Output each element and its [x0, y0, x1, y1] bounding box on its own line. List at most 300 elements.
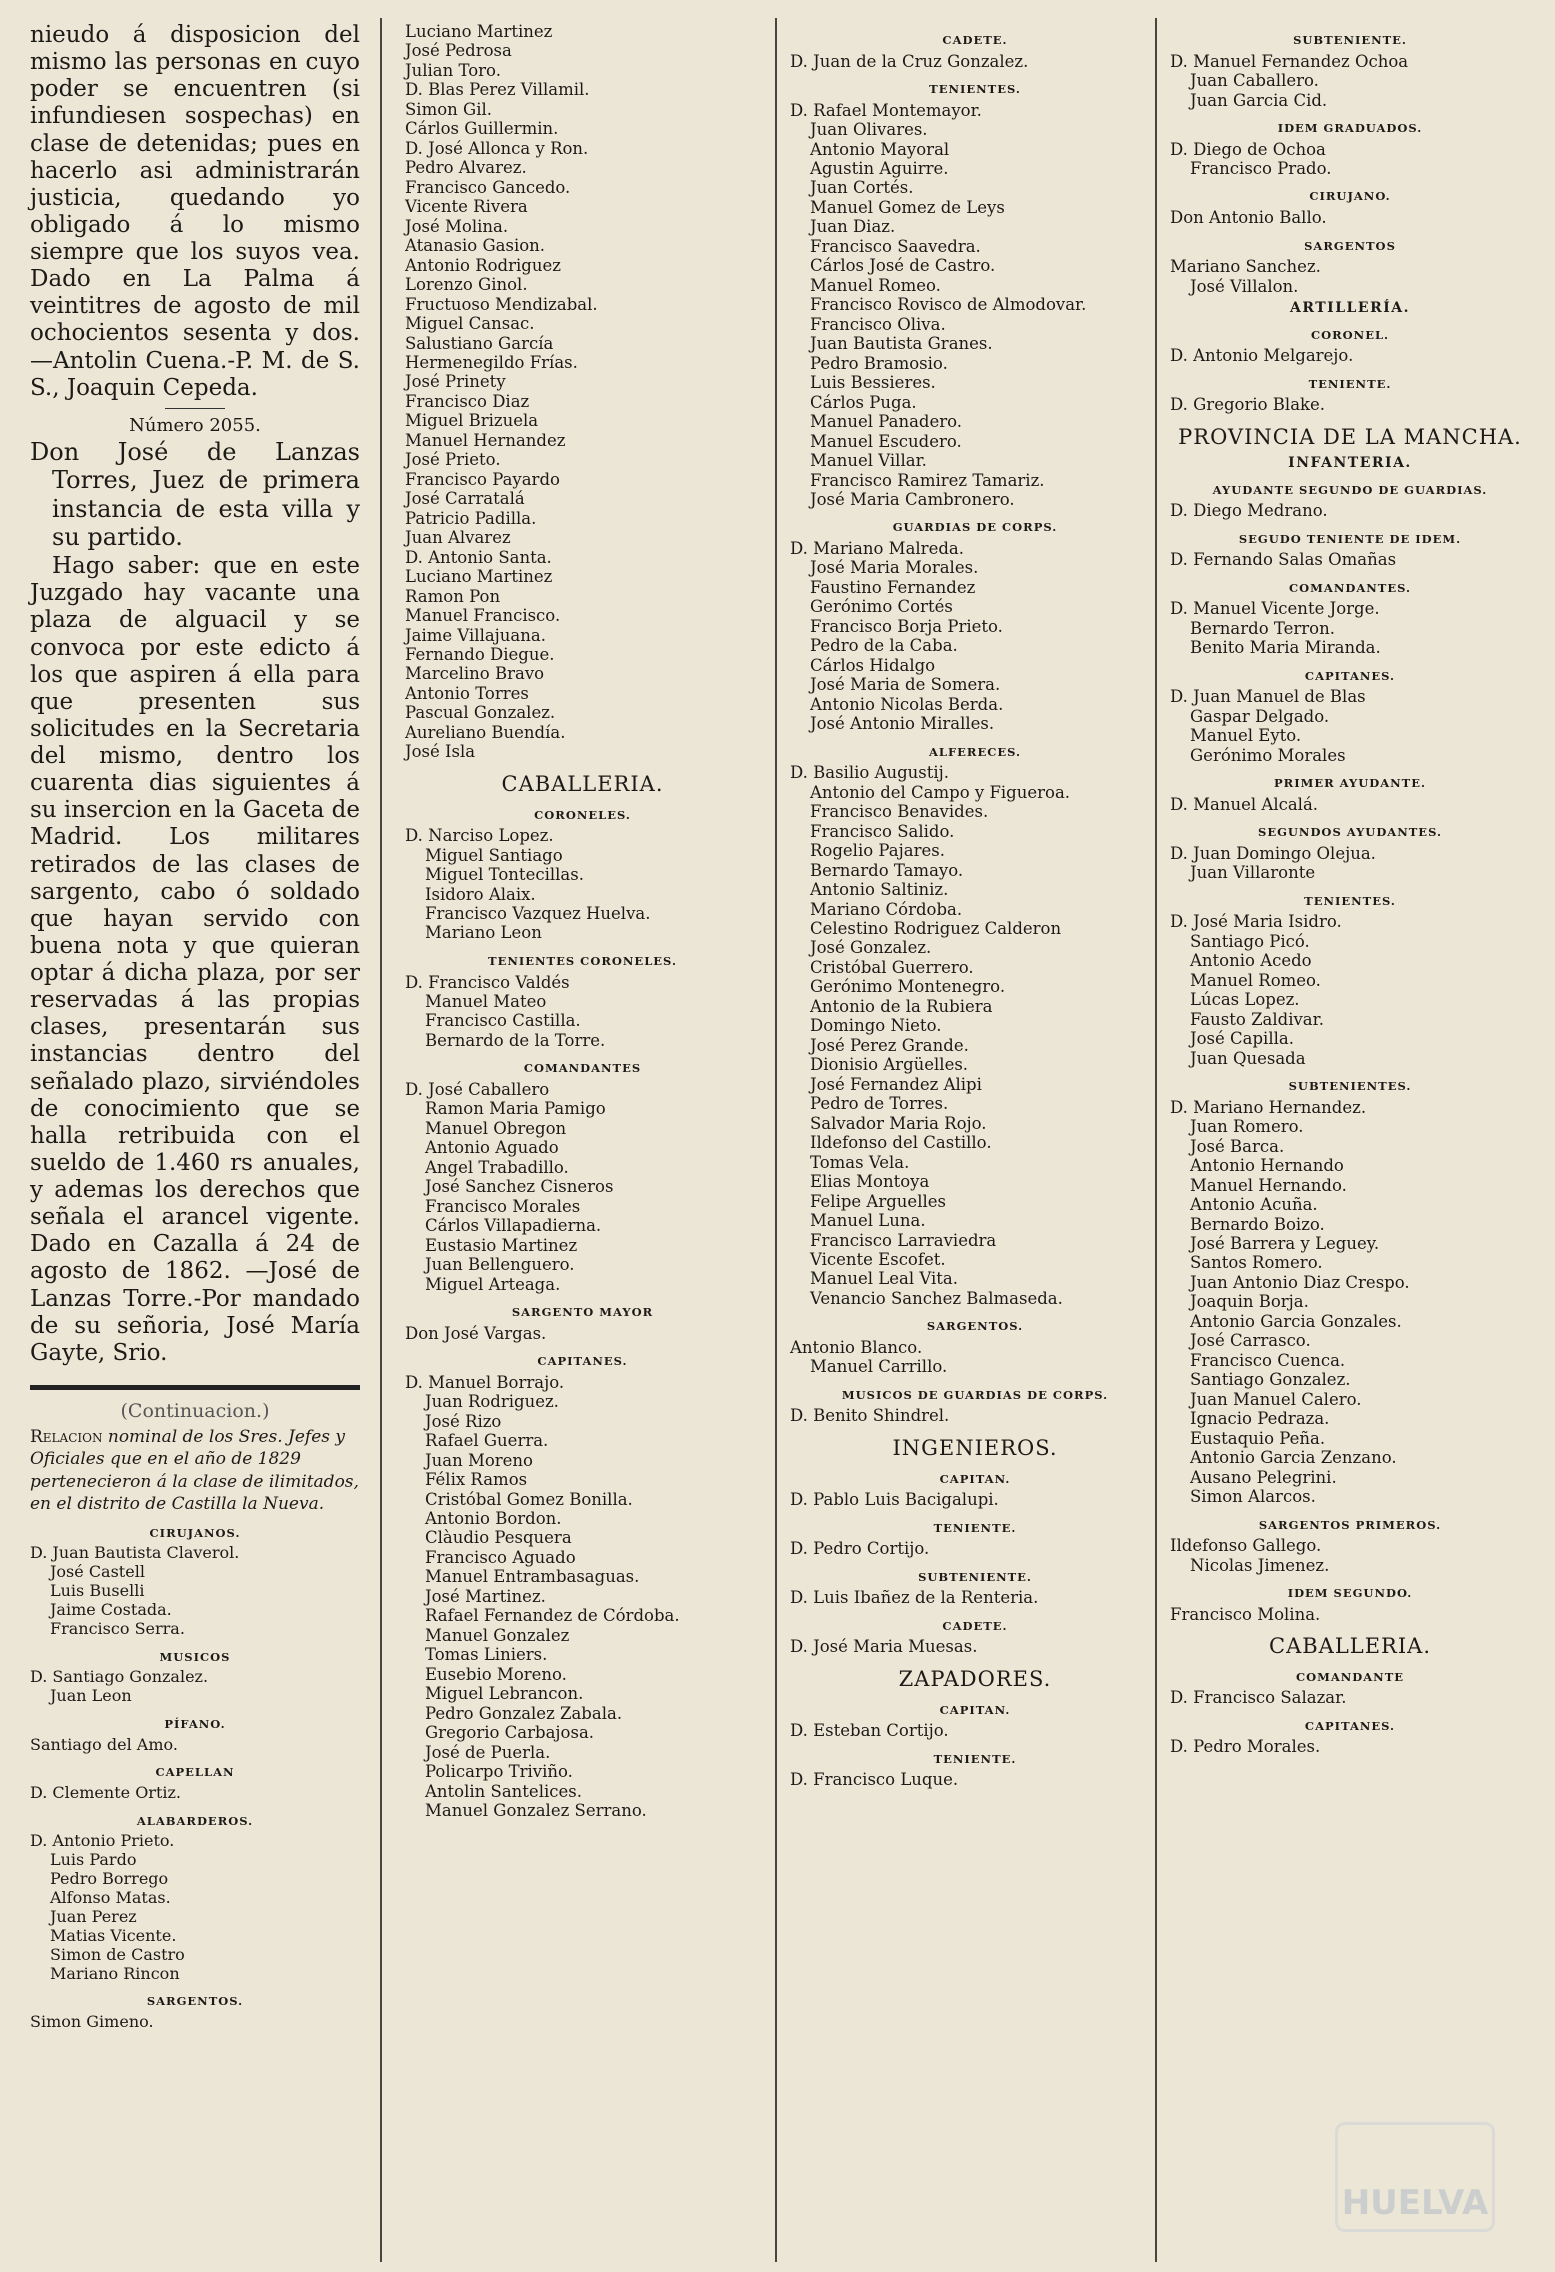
person-name: Antonio Garcia Zenzano.	[1190, 1448, 1397, 1468]
person-name: D. Basilio Augustij.	[790, 763, 950, 783]
section-divider	[30, 1385, 360, 1390]
person-name: D. Francisco Valdés	[405, 972, 570, 992]
person-name: Antonio Aguado	[425, 1138, 559, 1158]
person-name: Domingo Nieto.	[810, 1016, 942, 1036]
relacion-text: nominal de los Sres. Jefes y Oficiales que en el año de 1829 pertenecieron á la clase de ilimitados, en el distrito de Castilla la Nueva.	[30, 1427, 359, 1514]
person-name: Ildefonso Gallego.	[1170, 1536, 1322, 1556]
person-name: Pedro Gonzalez Zabala.	[425, 1703, 623, 1723]
person-name: D. Manuel Borrajo.	[405, 1372, 565, 1392]
rank-heading: PÍFANO.	[164, 1717, 226, 1732]
person-name: Antonio Torres	[405, 683, 529, 703]
rank-heading: SARGENTO MAYOR	[511, 1305, 654, 1320]
person-name: Luis Pardo	[50, 1850, 137, 1870]
rank-heading: CORONEL.	[1310, 327, 1390, 342]
column-rule	[775, 18, 777, 2262]
rank-heading: CADETE.	[942, 33, 1008, 47]
rank-heading: CAPITAN.	[939, 1702, 1011, 1717]
person-name: Francisco Oliva.	[810, 314, 946, 334]
rank-heading: CIRUJANO.	[1309, 189, 1391, 204]
section-heading: INFANTERIA.	[1288, 455, 1412, 472]
person-name: D. Juan de la Cruz Gonzalez.	[790, 51, 1029, 71]
person-name: Manuel Francisco.	[405, 606, 561, 626]
person-name: Antonio Bordon.	[425, 1508, 562, 1528]
person-name: Cárlos Hidalgo	[810, 655, 936, 675]
person-name: D. Francisco Luque.	[790, 1770, 959, 1790]
person-name: Manuel Escudero.	[810, 431, 962, 451]
person-name: Ausano Pelegrini.	[1190, 1467, 1337, 1487]
notice-heading: Don José de Lanzas Torres, Juez de primera instancia de esta villa y su partido.	[30, 437, 360, 551]
rank-heading: CIRUJANOS.	[149, 1525, 241, 1540]
separator	[165, 408, 225, 409]
person-name: D. José Maria Muesas.	[790, 1637, 978, 1657]
person-name: D. Antonio Melgarejo.	[1170, 346, 1354, 366]
person-name: Francisco Aguado	[425, 1547, 576, 1567]
person-name: José Maria de Somera.	[810, 675, 1001, 695]
rank-heading: CAPITAN.	[939, 1471, 1011, 1486]
rank-heading: SARGENTOS.	[146, 1994, 244, 2009]
rank-heading: SEGUDO TENIENTE DE IDEM.	[1238, 531, 1462, 546]
person-name: Juan Caballero.	[1190, 71, 1319, 91]
person-name: Gregorio Carbajosa.	[425, 1723, 595, 1743]
person-name: Tomas Vela.	[810, 1152, 910, 1172]
person-name: D. Diego de Ochoa	[1170, 139, 1326, 159]
person-name: Clàudio Pesquera	[425, 1528, 572, 1548]
person-name: Gerónimo Cortés	[810, 597, 953, 617]
province-heading: PROVINCIA DE LA MANCHA.	[1178, 424, 1522, 449]
person-name: Nicolas Jimenez.	[1190, 1555, 1330, 1575]
rank-heading: GUARDIAS DE CORPS.	[892, 520, 1058, 535]
person-name: Salvador Maria Rojo.	[810, 1113, 987, 1133]
person-name: Atanasio Gasion.	[405, 236, 546, 256]
rank-list	[1170, 329, 1530, 415]
notice-text: Hago saber: que en este Juzgado hay vacante una plaza de alguacil y se convoca por este edicto á los que aspiren á ella para que presenten sus solicitudes en la Secretaria del mismo, dentro los cuarenta dias siguientes á su insercion en la Gaceta de Madrid. Los militares retirados de las clases de sargento, cabo ó soldado que hayan servido con buena nota y que quieran optar á dicha plaza, por ser reservadas á las propias clases, presentarán sus instancias dentro del señalado plazo, sirviéndoles de conocimiento que se halla retribuida con el sueldo de 1.460 rs anuales, y ademas los derechos que señala el arancel vigente. Dado en Cazalla á 24 de agosto de 1862. —José de Lanzas Torre.-Por mandado de su señoria, José María Gayte, Srio.	[30, 553, 361, 1366]
person-name: Francisco Morales	[425, 1196, 581, 1216]
person-name: Antonio Acuña.	[1190, 1195, 1318, 1215]
person-name: Francisco Larraviedra	[810, 1230, 997, 1250]
person-name: Lúcas Lopez.	[1190, 990, 1300, 1010]
person-name: Antonio Rodriguez	[405, 255, 561, 275]
person-name: Juan Villaronte	[1190, 863, 1316, 883]
person-name: José Carrasco.	[1190, 1331, 1311, 1351]
person-name: Jaime Costada.	[50, 1599, 172, 1619]
person-name: Francisco Benavides.	[810, 802, 989, 822]
rank-heading: TENIENTE.	[933, 1520, 1017, 1535]
person-name: Gerónimo Montenegro.	[810, 977, 1006, 997]
person-name: Juan Antonio Diaz Crespo.	[1190, 1272, 1410, 1292]
person-name: Juan Bellenguero.	[425, 1255, 575, 1275]
person-name: Manuel Gonzalez Serrano.	[425, 1801, 647, 1821]
person-name: Cristóbal Gomez Bonilla.	[425, 1489, 633, 1509]
person-name: Antonio Acedo	[1190, 951, 1312, 971]
rank-heading: TENIENTES.	[1304, 893, 1396, 908]
relacion-lead: Relacion	[30, 1427, 103, 1448]
person-name: Cristóbal Guerrero.	[810, 957, 974, 977]
person-name: Félix Ramos	[425, 1470, 528, 1490]
person-name: Miguel Lebrancon.	[425, 1684, 584, 1704]
person-name: Santiago Gonzalez.	[1190, 1370, 1351, 1390]
person-name: Antonio Nicolas Berda.	[810, 694, 1004, 714]
person-name: D. Juan Manuel de Blas	[1170, 687, 1366, 707]
column-4	[1170, 22, 1530, 1757]
person-name: Lorenzo Ginol.	[405, 275, 528, 295]
person-name: Patricio Padilla.	[405, 508, 537, 528]
rank-heading: COMANDANTE	[1295, 1669, 1405, 1684]
continuation-label: (Continuacion.)	[120, 1399, 270, 1422]
person-name: Dionisio Argüelles.	[810, 1055, 969, 1075]
notice-number: Número 2055.	[129, 414, 261, 436]
person-name: Francisco Saavedra.	[810, 236, 981, 256]
relacion-title	[30, 1426, 360, 1514]
section-heading: CABALLERIA.	[501, 771, 664, 796]
person-name: Juan Quesada	[1190, 1048, 1306, 1068]
rank-list	[790, 1473, 1160, 1657]
person-name: José Castell	[50, 1562, 145, 1582]
person-name: D. Manuel Vicente Jorge.	[1170, 599, 1380, 619]
person-name: Pedro Bramosio.	[810, 353, 948, 373]
person-name: José Maria Morales.	[810, 558, 979, 578]
person-name: D. Fernando Salas Omañas	[1170, 550, 1397, 570]
person-name: Francisco Borja Prieto.	[810, 616, 1003, 636]
person-name: Juan Rodriguez.	[425, 1392, 559, 1412]
rank-list	[790, 1704, 1160, 1790]
person-name: D. Pablo Luis Bacigalupi.	[790, 1490, 999, 1510]
person-name: Manuel Luna.	[810, 1211, 926, 1231]
rank-heading: ALFERECES.	[928, 744, 1022, 759]
person-name: D. Esteban Cortijo.	[790, 1721, 949, 1741]
rank-heading: CAPELLAN	[155, 1765, 235, 1780]
rank-heading: SARGENTOS	[1304, 238, 1396, 253]
column-2	[405, 22, 760, 1820]
person-name: José Rizo	[425, 1411, 502, 1431]
rank-heading: TENIENTE.	[933, 1751, 1017, 1766]
person-name: José Capilla.	[1190, 1029, 1294, 1049]
person-name: Mariano Rincon	[50, 1963, 180, 1983]
person-name: Manuel Eyto.	[1190, 726, 1302, 746]
rank-heading: COMANDANTES	[523, 1061, 642, 1076]
person-name: Manuel Mateo	[425, 991, 547, 1011]
person-name: Pascual Gonzalez.	[405, 703, 556, 723]
person-name: Juan Olivares.	[810, 120, 928, 140]
rank-heading: TENIENTES.	[929, 82, 1021, 97]
person-name: Antonio Hernando	[1190, 1156, 1344, 1176]
person-name: José Perez Grande.	[810, 1035, 969, 1055]
person-name: Mariano Córdoba.	[810, 899, 963, 919]
rank-list	[1170, 1671, 1530, 1757]
person-name: José Prieto.	[405, 450, 501, 470]
person-name: Don Antonio Ballo.	[1170, 208, 1327, 228]
person-name: Matias Vicente.	[50, 1925, 177, 1945]
person-name: Gaspar Delgado.	[1190, 706, 1330, 726]
person-name: D. Mariano Hernandez.	[1170, 1097, 1367, 1117]
person-name: Pedro Borrego	[50, 1869, 169, 1889]
person-name: Cárlos José de Castro.	[810, 256, 996, 276]
person-name: Antolin Santelices.	[425, 1781, 582, 1801]
person-name: Ramon Maria Pamigo	[425, 1099, 606, 1119]
person-name: Francisco Molina.	[1170, 1604, 1321, 1624]
person-name: José Maria Cambronero.	[810, 489, 1015, 509]
person-name: Juan Cortés.	[810, 178, 914, 198]
person-name: D. Rafael Montemayor.	[790, 100, 982, 120]
person-name: Francisco Ramirez Tamariz.	[810, 470, 1045, 490]
person-name: Francisco Serra.	[50, 1618, 185, 1638]
rank-heading: ALABARDEROS.	[136, 1813, 254, 1828]
person-name: D. Blas Perez Villamil.	[405, 80, 590, 100]
person-name: Miguel Cansac.	[405, 314, 535, 334]
person-name: Tomas Liniers.	[425, 1645, 548, 1665]
person-name: D. Antonio Prieto.	[30, 1831, 175, 1851]
person-name: Juan Romero.	[1190, 1117, 1304, 1137]
person-name: Cárlos Puga.	[810, 392, 917, 412]
person-name: Francisco Cuenca.	[1190, 1350, 1346, 1370]
rank-heading: AYUDANTE SEGUNDO DE GUARDIAS.	[1212, 482, 1488, 497]
person-name: D. Narciso Lopez.	[405, 826, 554, 846]
person-name: Manuel Hernando.	[1190, 1175, 1347, 1195]
rank-heading: SARGENTOS.	[926, 1319, 1024, 1334]
person-name: Manuel Romeo.	[1190, 970, 1321, 990]
rank-heading: CAPITANES.	[537, 1354, 628, 1369]
person-name: Ildefonso del Castillo.	[810, 1133, 992, 1153]
person-name: Luis Bessieres.	[810, 373, 936, 393]
person-name: Eustaquio Peña.	[1190, 1428, 1326, 1448]
person-name: Gerónimo Morales	[1190, 745, 1346, 765]
person-name: Simon de Castro	[50, 1944, 185, 1964]
person-name: José Molina.	[405, 216, 509, 236]
person-name: Manuel Villar.	[810, 451, 927, 471]
person-name: Juan Diaz.	[810, 217, 896, 237]
person-name: Francisco Payardo	[405, 469, 560, 489]
person-name: Alfonso Matas.	[50, 1888, 171, 1908]
person-name: José Pedrosa	[405, 41, 512, 61]
person-name: Bernardo Tamayo.	[810, 860, 964, 880]
rank-heading: SUBTENIENTES.	[1288, 1079, 1412, 1094]
person-name: Manuel Gomez de Leys	[810, 197, 1005, 217]
rank-heading: IDEM GRADUADOS.	[1277, 120, 1423, 135]
person-name: José Barca.	[1190, 1136, 1285, 1156]
person-name: Pedro de Torres.	[810, 1094, 949, 1114]
person-name: Pedro Alvarez.	[405, 158, 527, 178]
person-name: D. Manuel Alcalá.	[1170, 794, 1319, 814]
person-name: Francisco Gancedo.	[405, 177, 571, 197]
column-3	[790, 22, 1160, 1790]
person-name: Juan Garcia Cid.	[1190, 90, 1328, 110]
person-name: Antonio Saltiniz.	[810, 880, 949, 900]
person-name: José Antonio Miralles.	[810, 714, 995, 734]
person-name: D. Manuel Fernandez Ochoa	[1170, 51, 1409, 71]
person-name: D. José Allonca y Ron.	[405, 138, 589, 158]
person-name: Vicente Rivera	[405, 197, 528, 217]
person-name: Marcelino Bravo	[405, 664, 545, 684]
person-name: Don José Vargas.	[405, 1323, 547, 1343]
person-name: Agustin Aguirre.	[810, 159, 949, 178]
person-name: José de Puerla.	[425, 1742, 551, 1762]
person-name: Francisco Diaz	[405, 391, 530, 411]
person-name: Hermenegildo Frías.	[405, 352, 578, 372]
person-name: Cárlos Villapadierna.	[425, 1216, 602, 1236]
person-name: D. Benito Shindrel.	[790, 1406, 950, 1426]
rank-heading: MUSICOS	[159, 1649, 231, 1664]
person-name: Antonio Garcia Gonzales.	[1190, 1311, 1402, 1331]
person-name: Elias Montoya	[810, 1172, 930, 1192]
person-name: José Prinety	[405, 372, 506, 392]
person-name: José Carratalá	[405, 489, 525, 509]
person-name: Miguel Arteaga.	[425, 1274, 561, 1294]
rank-list	[405, 809, 760, 1821]
person-name: Juan Bautista Granes.	[810, 334, 993, 354]
rank-list	[790, 34, 1160, 1426]
person-name: D. José Caballero	[405, 1079, 550, 1099]
person-name: D. Pedro Morales.	[1170, 1737, 1321, 1757]
person-name: Simon Alarcos.	[1190, 1487, 1316, 1507]
person-name: Rafael Fernandez de Córdoba.	[425, 1606, 680, 1626]
person-name: D. José Maria Isidro.	[1170, 912, 1342, 932]
rank-heading: MUSICOS DE GUARDIAS DE CORPS.	[841, 1387, 1109, 1402]
person-name: Simon Gil.	[405, 99, 493, 119]
person-name: Joaquin Borja.	[1190, 1292, 1309, 1312]
person-name: Venancio Sanchez Balmaseda.	[810, 1288, 1063, 1308]
rank-heading: SUBTENIENTE.	[918, 1569, 1032, 1584]
person-name: D. Antonio Santa.	[405, 547, 552, 567]
person-name: Rogelio Pajares.	[810, 841, 945, 861]
person-name: D. Luis Ibañez de la Renteria.	[790, 1588, 1039, 1608]
person-name: D. Juan Bautista Claverol.	[30, 1543, 240, 1563]
person-name: José Barrera y Leguey.	[1190, 1234, 1380, 1254]
person-name: D. Juan Domingo Olejua.	[1170, 843, 1376, 863]
person-name: Ignacio Pedraza.	[1190, 1409, 1330, 1429]
rank-heading: CAPITANES.	[1304, 1718, 1396, 1733]
rank-heading: TENIENTES CORONELES.	[488, 953, 677, 968]
person-name: D. Francisco Salazar.	[1170, 1688, 1347, 1708]
person-name: Santiago Picó.	[1190, 931, 1310, 951]
person-name: Manuel Gonzalez	[425, 1625, 570, 1645]
person-name: Francisco Castilla.	[425, 1011, 581, 1031]
person-name: Manuel Entrambasaguas.	[425, 1567, 640, 1587]
rank-heading: COMANDANTES.	[1289, 580, 1411, 595]
person-name: Santiago del Amo.	[30, 1734, 178, 1754]
person-name: Manuel Obregon	[425, 1118, 567, 1138]
person-name: Juan Alvarez	[405, 528, 511, 548]
person-name: Manuel Leal Vita.	[810, 1269, 958, 1289]
person-name: Luis Buselli	[50, 1581, 145, 1601]
rank-heading: TENIENTE.	[1308, 376, 1392, 391]
person-name: Felipe Arguelles	[810, 1191, 946, 1211]
person-name: Santos Romero.	[1190, 1253, 1323, 1273]
person-name: Antonio de la Rubiera	[810, 996, 993, 1016]
person-name: Fausto Zaldivar.	[1190, 1009, 1324, 1029]
person-name: José Gonzalez.	[810, 938, 932, 958]
rank-heading: CADETE.	[942, 1618, 1008, 1633]
person-name: Francisco Vazquez Huelva.	[425, 904, 651, 924]
person-name: Ramon Pon	[405, 586, 501, 606]
person-name: Manuel Panadero.	[810, 412, 963, 432]
person-name: Antonio Blanco.	[790, 1337, 923, 1357]
person-name: Manuel Hernandez	[405, 430, 566, 450]
person-name: D. Gregorio Blake.	[1170, 395, 1326, 415]
person-name: Luciano Martinez	[405, 567, 553, 587]
person-name: José Villalon.	[1190, 276, 1299, 296]
person-name: José Fernandez Alipi	[810, 1074, 982, 1094]
section-heading: ZAPADORES.	[898, 1666, 1052, 1691]
rank-heading: SUBTENIENTE.	[1293, 33, 1407, 47]
rank-heading: PRIMER AYUDANTE.	[1274, 776, 1426, 791]
person-name: Antonio Mayoral	[810, 139, 950, 159]
rank-heading: CORONELES.	[534, 807, 631, 822]
person-name: Benito Maria Miranda.	[1190, 638, 1381, 658]
person-name: Francisco Rovisco de Almodovar.	[810, 295, 1087, 315]
person-name: Celestino Rodriguez Calderon	[810, 919, 1062, 938]
rank-list	[30, 1527, 360, 2032]
person-name: Antonio del Campo y Figueroa.	[810, 782, 1071, 802]
rank-heading: IDEM SEGUNDO.	[1287, 1586, 1413, 1601]
name-list	[405, 22, 760, 762]
rank-list	[1170, 484, 1530, 1624]
column-1	[30, 22, 360, 2032]
person-name: Policarpo Triviño.	[425, 1762, 573, 1782]
section-heading: INGENIEROS.	[892, 1435, 1058, 1460]
person-name: Salustiano García	[405, 333, 554, 353]
column-rule	[380, 18, 382, 2262]
person-name: Bernardo Boizo.	[1190, 1214, 1325, 1234]
notice-text: nieudo á disposicion del mismo las personas en cuyo poder se encuentren (si infundiesen sospechas) en clase de detenidas; pues en hacerlo asi administrarán justicia, quedando yo obligado á lo mismo siempre que los suyos vea. Dado en La Palma á veintitres de agosto de mil ochocientos sesenta y dos.—Antolin Cuena.-P. M. de S. S., Joaquin Cepeda.	[30, 22, 360, 401]
rank-heading: SEGUNDOS AYUDANTES.	[1258, 825, 1442, 840]
person-name: Isidoro Alaix.	[425, 884, 536, 904]
person-name: Fernando Diegue.	[405, 645, 555, 664]
person-name: Rafael Guerra.	[425, 1431, 549, 1451]
person-name: Eustasio Martinez	[425, 1235, 578, 1255]
person-name: Bernardo de la Torre.	[425, 1030, 606, 1050]
person-name: Juan Manuel Calero.	[1190, 1389, 1362, 1409]
person-name: D. Santiago Gonzalez.	[30, 1667, 209, 1687]
person-name: Miguel Santiago	[425, 845, 563, 865]
library-watermark: HUELVA	[1335, 2122, 1495, 2232]
person-name: Julian Toro.	[405, 60, 501, 80]
person-name: Bernardo Terron.	[1190, 618, 1335, 638]
person-name: José Martinez.	[425, 1586, 546, 1606]
person-name: D. Pedro Cortijo.	[790, 1539, 930, 1559]
rank-heading: CAPITANES.	[1304, 668, 1396, 683]
person-name: José Sanchez Cisneros	[425, 1177, 614, 1197]
section-heading: ARTILLERÍA.	[1290, 300, 1410, 316]
person-name: Angel Trabadillo.	[425, 1157, 569, 1177]
person-name: Cárlos Guillermin.	[405, 119, 559, 139]
person-name: Juan Moreno	[425, 1450, 533, 1470]
section-heading: CABALLERIA.	[1269, 1634, 1431, 1659]
person-name: D. Diego Medrano.	[1170, 501, 1328, 521]
person-name: Manuel Romeo.	[810, 275, 941, 295]
person-name: Miguel Tontecillas.	[425, 865, 584, 885]
person-name: Manuel Carrillo.	[810, 1357, 948, 1377]
person-name: Aureliano Buendía.	[405, 722, 566, 742]
person-name: Simon Gimeno.	[30, 2012, 154, 2032]
rank-heading: SARGENTOS PRIMEROS.	[1258, 1517, 1442, 1532]
person-name: Faustino Fernandez	[810, 577, 976, 597]
person-name: José Isla	[405, 742, 476, 762]
person-name: Eusebio Moreno.	[425, 1664, 567, 1684]
person-name: Jaime Villajuana.	[405, 625, 546, 645]
rank-list	[1170, 34, 1530, 296]
person-name: Fructuoso Mendizabal.	[405, 294, 598, 314]
person-name: Juan Perez	[50, 1906, 137, 1926]
person-name: Mariano Sanchez.	[1170, 257, 1321, 277]
person-name: Juan Leon	[50, 1686, 132, 1706]
person-name: Francisco Prado.	[1190, 159, 1332, 178]
person-name: Luciano Martinez	[405, 22, 553, 41]
person-name: D. Mariano Malreda.	[790, 539, 964, 558]
person-name: Pedro de la Caba.	[810, 636, 958, 656]
person-name: Miguel Brizuela	[405, 411, 539, 431]
person-name: Vicente Escofet.	[810, 1249, 946, 1269]
person-name: Francisco Salido.	[810, 821, 955, 841]
person-name: D. Clemente Ortiz.	[30, 1783, 182, 1803]
